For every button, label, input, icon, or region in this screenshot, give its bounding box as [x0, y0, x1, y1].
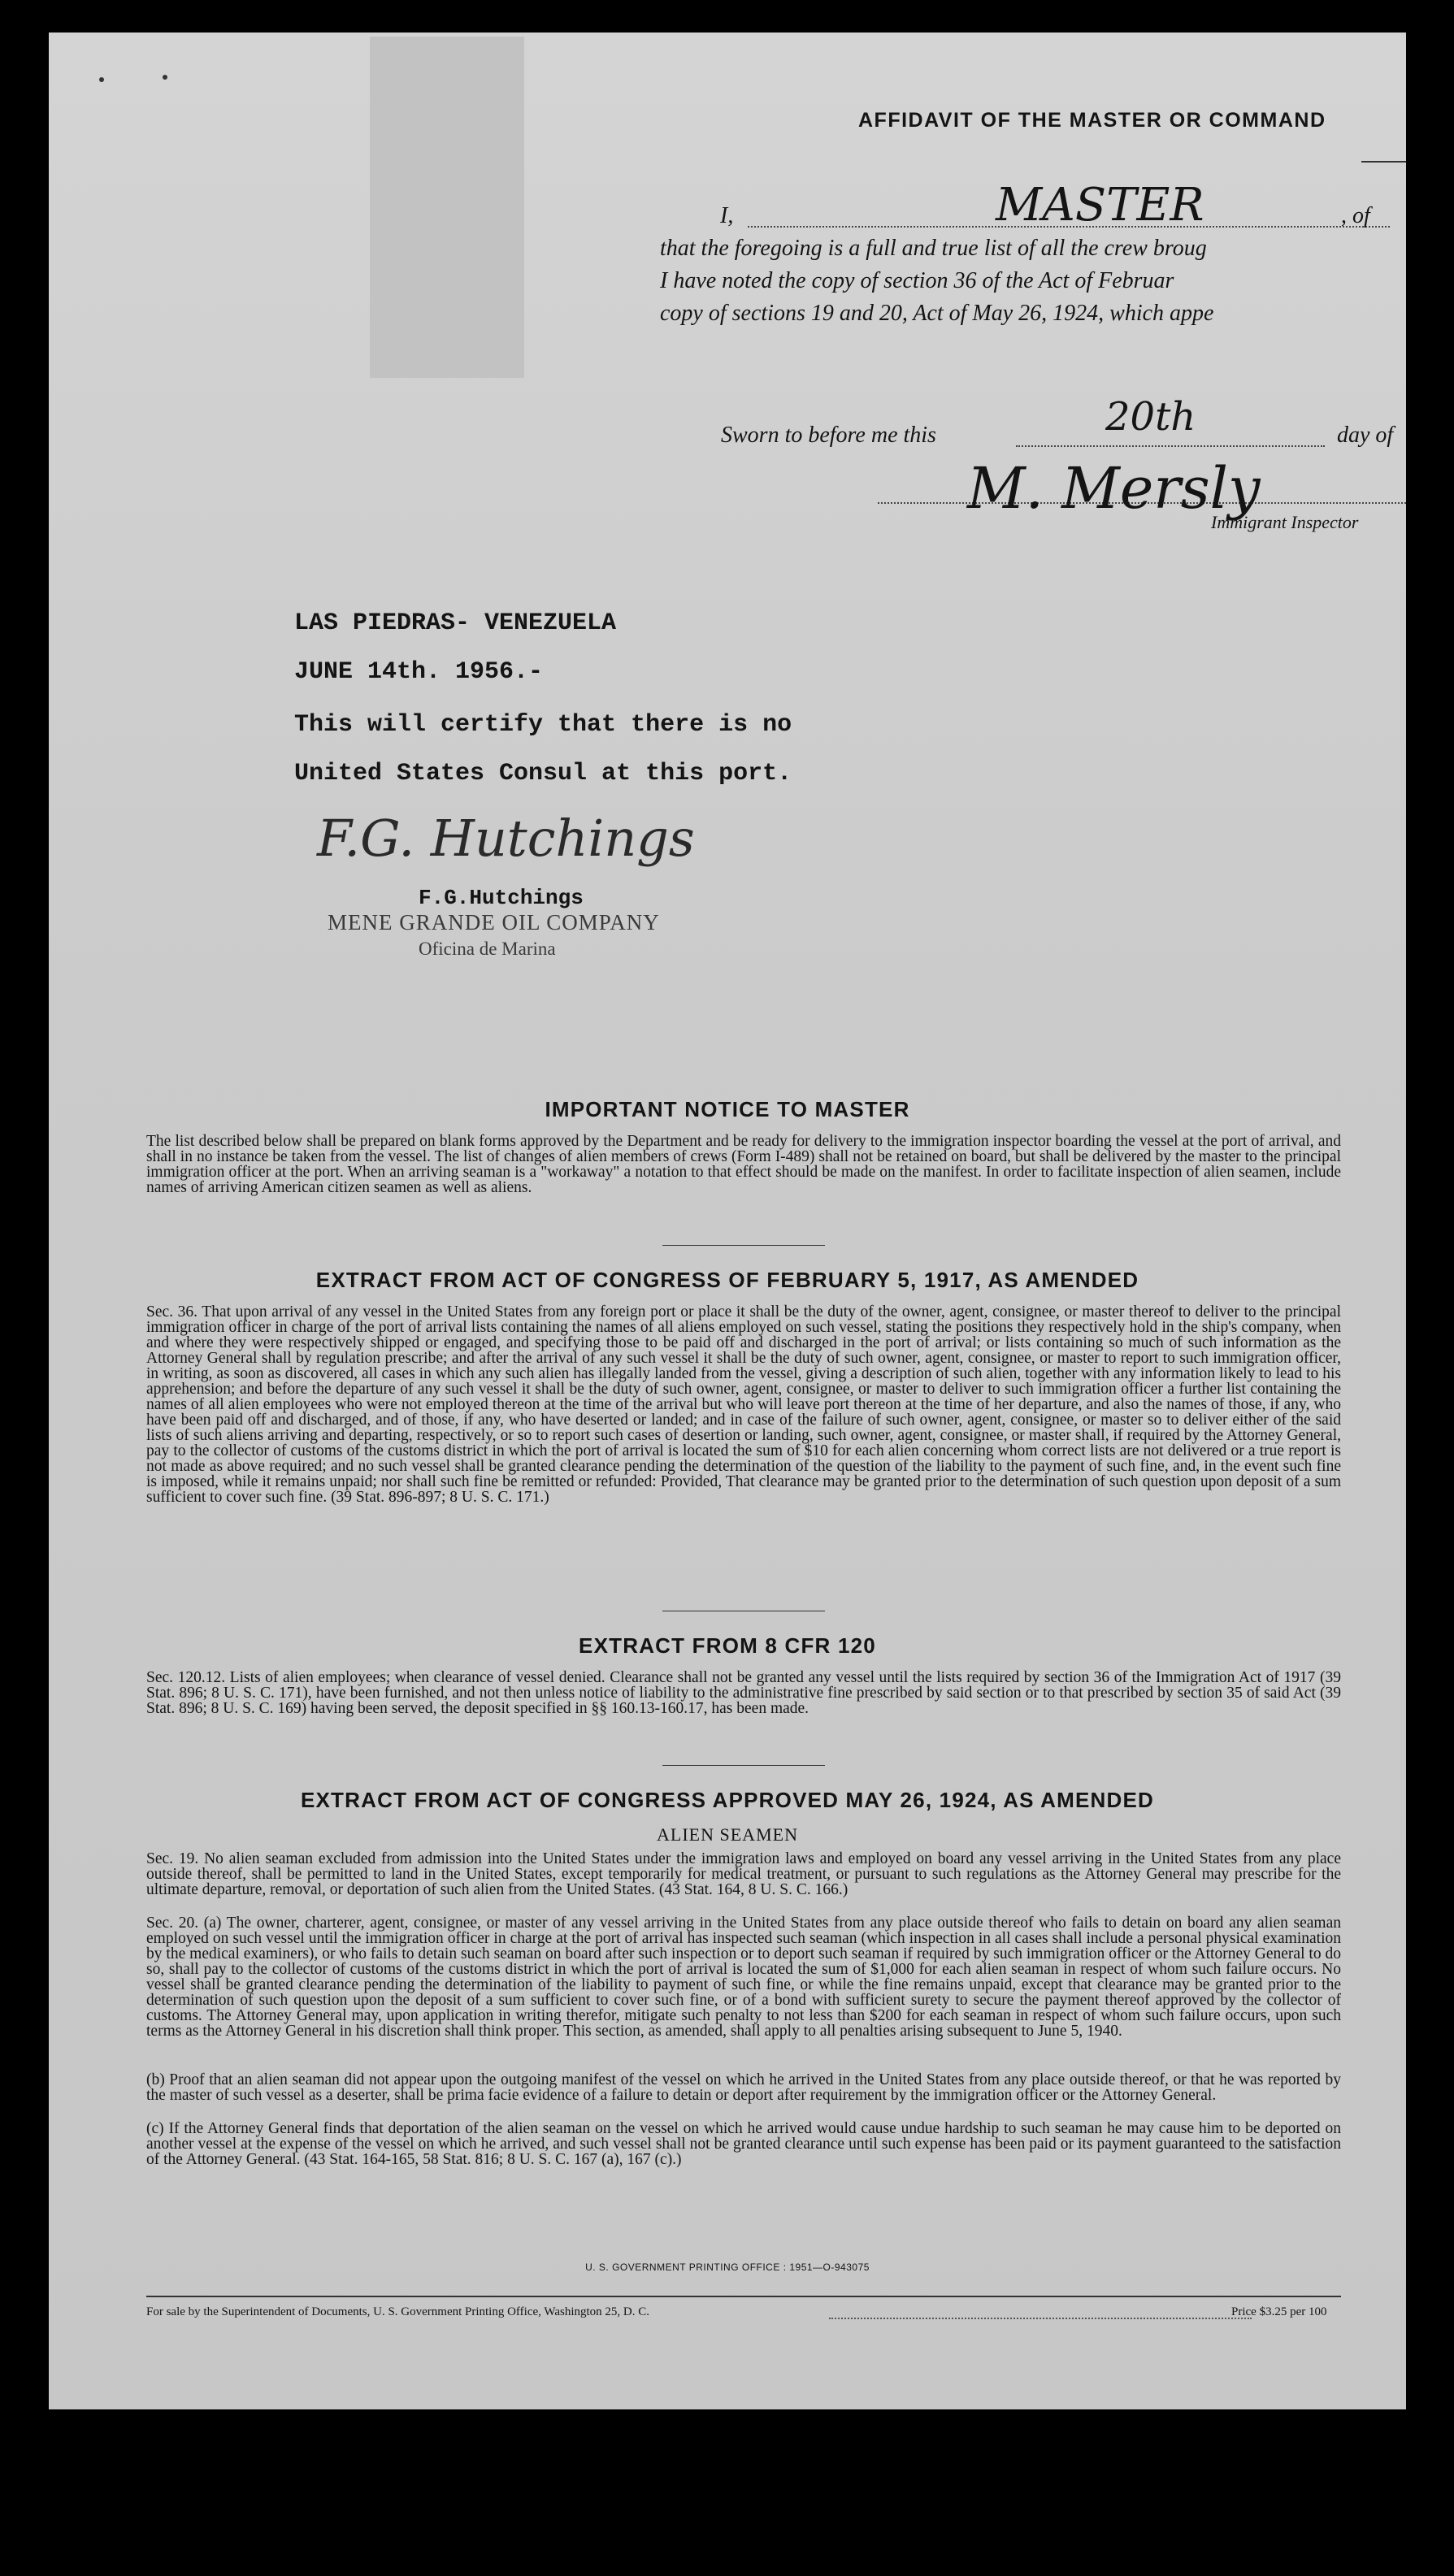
affidavit-i: I,	[720, 203, 734, 228]
affidavit-line2: that the foregoing is a full and true list of all the crew broug	[660, 236, 1207, 261]
divider	[1361, 161, 1406, 163]
inspector-signature: M. Mersly	[967, 455, 1261, 522]
sec19-body: Sec. 19. No alien seaman excluded from admission into the United States under the immigration laws and employed on board any vessel arriving in the United States from any place outside thereof, shall be permitted to land in the United States, except temporarily for medical treatment, or pursuant to such regulations as the Attorney General may prescribe for the ultimate departure, removal, or deportation of such alien from the United States. (43 Stat. 164, 8 U. S. C. 166.)	[146, 1850, 1341, 1898]
day-handwriting: 20th	[1105, 394, 1196, 440]
notice-body: The list described below shall be prepared on blank forms approved by the Department and be ready for delivery to the immigration inspector boarding the vessel at the port of arrival, and shall in no instance be taken from the vessel. The list of changes of alien members of crews (Form I-489) shall not be retained on board, but shall be delivered by the master to the principal immigration officer at the port. When an arriving seaman is a "workaway" a notation to that effect should be made on the manifest. In order to facilitate inspection of alien seamen, include names of arriving American citizen seamen as well as aliens.	[146, 1133, 1341, 1196]
punch-hole	[99, 77, 104, 82]
hutchings-signature: F.G. Hutchings	[317, 809, 695, 868]
leader-dots	[829, 2318, 1252, 2319]
affidavit-title: AFFIDAVIT OF THE MASTER OR COMMAND	[858, 109, 1326, 132]
paper-tab-overlay	[370, 37, 524, 378]
inspector-label: Immigrant Inspector	[1211, 512, 1359, 532]
printing-office-line: U. S. GOVERNMENT PRINTING OFFICE : 1951—O-943075	[585, 2262, 870, 2273]
cfr-body: Sec. 120.12. Lists of alien employees; when clearance of vessel denied. Clearance shall not be granted any vessel until the lists required by section 36 of the Immigration Act of 1917 (39 Stat. 896; 8 U. S. C. 171), have been furnished, and not then unless notice of liability to the administrative fine prescribed by said section or to that prescribed by section 35 of said Act (39 Stat. 896; 8 U. S. C. 169) having been served, the deposit specified in §§ 160.13-160.17, has been made.	[146, 1669, 1341, 1717]
sec20a-body: Sec. 20. (a) The owner, charterer, agent, consignee, or master of any vessel arriving in the United States from any place outside thereof who fails to detain on board any alien seaman employed on such vessel until the immigration officer in charge at the port of arrival has inspected such seaman (which inspection in all cases shall include a personal physical examination by the medical examiners), or who fails to detain such seaman on board after such inspection or to deport such seaman if required by such immigration officer or the Attorney General to do so, shall pay to the collector of customs of the customs district in which the port of arrival is located the sum of $1,000 for each alien seaman in respect of whom such failure occurs. No vessel shall be granted clearance pending the determination of the liability to payment of such fine, or while the fine remains unpaid, except that clearance may be granted prior to the determination of such question upon the deposit of a sum sufficient to cover such fine, or of a bond with sufficient surety to secure the payment thereof approved by the collector of customs. The Attorney General may, upon application in writing therefor, mitigate such penalty to not less than $200 for each seaman in respect of whom such failure occurs, upon such terms as the Attorney General in his discretion shall think proper. This section, as amended, shall apply to all penalties arising subsequent to June 5, 1940.	[146, 1915, 1341, 2040]
footer-rule	[146, 2296, 1341, 2297]
sec20b-body: (b) Proof that an alien seaman did not appear upon the outgoing manifest of the vessel on which he arrived in the United States from any place outside thereof, or that he was reported by the master of such vessel as a deserter, shall be prima facie evidence of a failure to detain or deport after requirement by the immigration officer or the Attorney General.	[146, 2071, 1341, 2104]
cert-line1: LAS PIEDRAS- VENEZUELA	[294, 609, 617, 637]
day-line	[1016, 445, 1325, 447]
extract-1917-body: Sec. 36. That upon arrival of any vessel in the United States from any foreign port or place it shall be the duty of the owner, agent, consignee, or master thereof to deliver to the principal immigration officer in charge of the port of arrival lists containing the names of all aliens employed on such vessel, stating the positions they respectively hold in the ship's company, when and where they were respectively shipped or engaged, and specifying those to be paid off and discharged in the port of arrival; or lists containing so much of such information as the Attorney General shall by regulation prescribe; and after the arrival of any such vessel it shall be the duty of such owner, agent, consignee, or master to report to such immigration officer, in writing, as soon as discovered, all cases in which any such alien has illegally landed from the vessel, giving a description of such alien, together with any information likely to lead to his apprehension; and before the departure of any such vessel it shall be the duty of such owner, agent, consignee, or master to deliver to such immigration officer a further list containing the names of all alien employees who were not employed thereon at the time of the arrival but who will leave port thereon at the time of her departure, and also the names of those, if any, who have been paid off and discharged, and of those, if any, who have deserted or landed; and in case of the failure of such owner, agent, consignee, or master so to deliver either of the said lists of such aliens arriving and departing, respectively, or so to report such cases of desertion or landing, such owner, agent, consignee, or master shall, if required by the Attorney General, pay to the collector of customs of the customs district in which the port of arrival is located the sum of $10 for each alien concerning whom correct lists are not delivered or a true report is not made as above required; and no such vessel shall be granted clearance pending the determination of the question of the liability to the payment of such fine, and, in the event such fine is imposed, while it remains unpaid; nor shall such fine be remitted or refunded: Provided, That clearance may be granted prior to the determination of such question upon deposit of a sum sufficient to cover such fine. (39 Stat. 896-897; 8 U. S. C. 171.)	[146, 1303, 1341, 1506]
price-text: Price $3.25 per 100	[1231, 2305, 1327, 2318]
day-of-text: day of	[1337, 423, 1394, 448]
affidavit-line4: copy of sections 19 and 20, Act of May 26, 1924, which appe	[660, 301, 1214, 326]
notice-heading: IMPORTANT NOTICE TO MASTER	[545, 1097, 910, 1121]
sec20c-body: (c) If the Attorney General finds that deportation of the alien seaman on the vessel on which he arrived would cause undue hardship to such seaman he may cause him to be deported on another vessel at the expense of the vessel on which he arrived, and such vessel shall not be granted clearance until such expense has been paid or its payment guaranteed to the satisfaction of the Attorney General. (43 Stat. 164-165, 58 Stat. 816; 8 U. S. C. 167 (a), 167 (c).)	[146, 2120, 1341, 2168]
extract-1924-heading: EXTRACT FROM ACT OF CONGRESS APPROVED MAY 26, 1924, AS AMENDED	[300, 1788, 1155, 1812]
cert-line4: United States Consul at this port.	[294, 760, 792, 787]
office-stamp: Oficina de Marina	[419, 939, 556, 959]
document-page	[49, 33, 1406, 2409]
sale-notice: For sale by the Superintendent of Documents, U. S. Government Printing Office, Washington 25, D. C.	[146, 2305, 649, 2318]
cert-line2: JUNE 14th. 1956.-	[294, 658, 544, 686]
company-stamp: MENE GRANDE OIL COMPANY	[328, 910, 660, 935]
extract-1917-heading: EXTRACT FROM ACT OF CONGRESS OF FEBRUARY 5, 1917, AS AMENDED	[315, 1268, 1139, 1292]
cert-line3: This will certify that there is no	[294, 711, 792, 739]
alien-seamen-subheading: ALIEN SEAMEN	[657, 1824, 798, 1845]
master-handwriting: MASTER	[996, 179, 1204, 232]
affidavit-of: , of	[1341, 203, 1370, 228]
signer-name: F.G.Hutchings	[419, 886, 584, 910]
divider	[662, 1765, 825, 1766]
divider	[662, 1245, 825, 1246]
sworn-text: Sworn to before me this	[721, 423, 936, 448]
affidavit-line3: I have noted the copy of section 36 of the Act of Februar	[660, 268, 1174, 293]
cfr-heading: EXTRACT FROM 8 CFR 120	[579, 1633, 876, 1658]
punch-hole	[163, 75, 167, 80]
